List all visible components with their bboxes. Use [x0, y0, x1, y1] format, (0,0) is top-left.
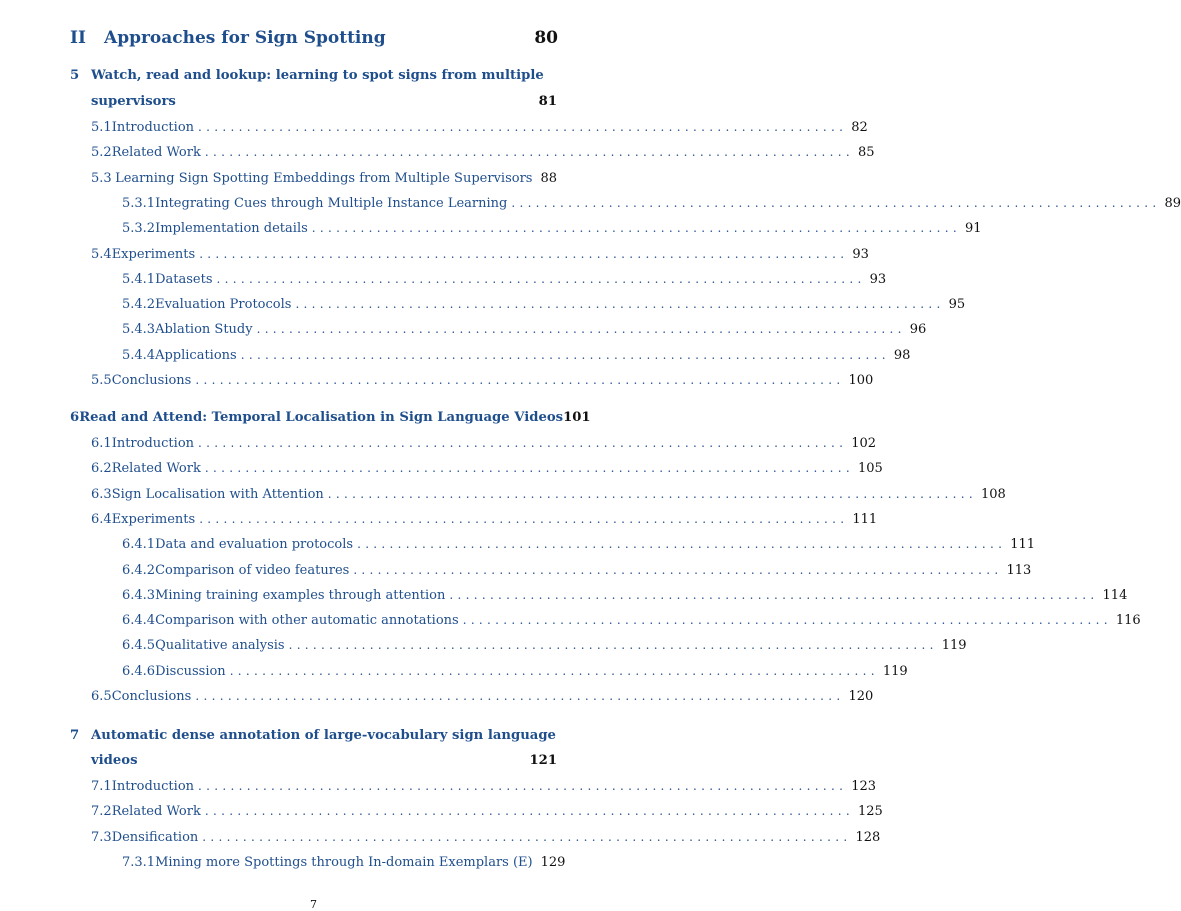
toc-subsection-entry[interactable]: [122, 563, 557, 578]
toc-section-entry[interactable]: [91, 461, 557, 476]
dot-leader: ................................................................................: [241, 348, 890, 362]
entry-title: Mining training examples through attention: [155, 588, 445, 603]
toc-subsection-entry[interactable]: [122, 537, 557, 552]
entry-number: 6.4.3: [122, 588, 155, 603]
toc-section-entry[interactable]: [91, 436, 557, 451]
entry-title: Introduction: [112, 436, 194, 451]
toc-section-entry[interactable]: [91, 120, 557, 135]
entry-number: 5.4.3: [122, 322, 155, 337]
entry-number: 5.3: [91, 171, 115, 186]
toc-section-entry[interactable]: [91, 247, 557, 262]
entry-number: 6.4.4: [122, 613, 155, 628]
entry-number: 6.4.1: [122, 537, 155, 552]
entry-page: 88: [540, 171, 557, 186]
dot-leader: ................................................................................: [463, 613, 1112, 627]
dot-leader: ................................................................................: [357, 537, 1006, 551]
entry-number: 7.1: [91, 779, 112, 794]
chapter-title: Watch, read and lookup: learning to spot signs from multiple: [91, 68, 544, 83]
dot-leader: ................................................................................: [449, 588, 1098, 602]
entry-number: 7.3: [91, 830, 112, 845]
entry-title: Related Work: [112, 145, 201, 160]
dot-leader: ................................................................................: [195, 373, 844, 387]
entry-number: 6.4.5: [122, 638, 155, 653]
toc-section-entry[interactable]: [91, 804, 557, 819]
entry-page: 125: [858, 804, 883, 819]
entry-page: 116: [1116, 613, 1141, 628]
entry-title: Integrating Cues through Multiple Instance Learning: [155, 196, 507, 211]
chapter-page: 101: [563, 410, 591, 425]
entry-title: Introduction: [112, 779, 194, 794]
entry-title: Experiments: [112, 247, 196, 262]
part-heading[interactable]: [70, 28, 558, 48]
entry-page: 119: [883, 664, 908, 679]
toc-section-entry[interactable]: [91, 145, 557, 160]
dot-leader: ................................................................................: [230, 664, 879, 678]
entry-number: 5.1: [91, 120, 112, 135]
dot-leader: ................................................................................: [217, 272, 866, 286]
entry-page: 108: [981, 487, 1006, 502]
dot-leader: ................................................................................: [328, 487, 977, 501]
chapter-number: 5: [70, 68, 91, 83]
dot-leader: ................................................................................: [353, 563, 1002, 577]
dot-leader: ................................................................................: [205, 804, 854, 818]
dot-leader: ................................................................................: [205, 145, 854, 159]
entry-number: 6.1: [91, 436, 112, 451]
part-page: 80: [534, 28, 558, 48]
toc-subsection-entry[interactable]: [122, 348, 557, 363]
entry-page: 91: [965, 221, 982, 236]
entry-page: 93: [870, 272, 887, 287]
entry-page: 102: [851, 436, 876, 451]
toc-subsection-entry[interactable]: [122, 221, 557, 236]
entry-title: Related Work: [112, 804, 201, 819]
entry-page: 128: [855, 830, 880, 845]
entry-page: 96: [910, 322, 927, 337]
toc-subsection-entry[interactable]: [122, 638, 557, 653]
entry-title: Experiments: [112, 512, 196, 527]
entry-number: 5.3.2: [122, 221, 155, 236]
entry-title: Comparison of video features: [155, 563, 349, 578]
entry-number: 5.2: [91, 145, 112, 160]
entry-page: 98: [894, 348, 911, 363]
entry-title: Conclusions: [112, 373, 192, 388]
toc-subsection-entry[interactable]: [122, 613, 557, 628]
chapter-title-line2: videos: [91, 753, 138, 768]
dot-leader: ................................................................................: [289, 638, 938, 652]
toc-section-entry[interactable]: [91, 487, 557, 502]
entry-number: 7.2: [91, 804, 112, 819]
dot-leader: ................................................................................: [199, 512, 848, 526]
dot-leader: ................................................................................: [198, 120, 847, 134]
dot-leader: ................................................................................: [198, 436, 847, 450]
dot-leader: ................................................................................: [202, 830, 851, 844]
dot-leader: ................................................................................: [205, 461, 854, 475]
toc-subsection-entry[interactable]: [122, 297, 557, 312]
entry-number: 6.5: [91, 689, 112, 704]
entry-title: Introduction: [112, 120, 194, 135]
page-footer-number: 7: [0, 898, 627, 911]
entry-title: Data and evaluation protocols: [155, 537, 353, 552]
toc-subsection-entry[interactable]: [122, 664, 557, 679]
entry-title: Conclusions: [112, 689, 192, 704]
entry-page: 119: [942, 638, 967, 653]
entry-page: 111: [1010, 537, 1035, 552]
entry-title: Implementation details: [155, 221, 308, 236]
toc-section-entry[interactable]: [91, 830, 557, 845]
dot-leader: ................................................................................: [257, 322, 906, 336]
chapter-page: 81: [539, 94, 557, 109]
entry-title: Sign Localisation with Attention: [112, 487, 324, 502]
toc-subsection-entry[interactable]: [122, 196, 557, 211]
entry-number: 6.2: [91, 461, 112, 476]
entry-title: Datasets: [155, 272, 212, 287]
entry-title: Applications: [155, 348, 237, 363]
toc-subsection-entry[interactable]: [122, 272, 557, 287]
dot-leader: ................................................................................: [511, 196, 1160, 210]
entry-number: 6.4.6: [122, 664, 155, 679]
entry-page: 123: [851, 779, 876, 794]
chapter-number: 6: [70, 410, 79, 425]
chapter-page: 121: [529, 753, 557, 768]
entry-title: Evaluation Protocols: [155, 297, 291, 312]
entry-number: 5.4.4: [122, 348, 155, 363]
dot-leader: ................................................................................: [198, 779, 847, 793]
entry-title: Comparison with other automatic annotations: [155, 613, 459, 628]
chapter-heading-continued[interactable]: [91, 753, 557, 768]
entry-page: 105: [858, 461, 883, 476]
toc-subsection-entry[interactable]: [122, 322, 557, 337]
chapter-heading-continued[interactable]: [91, 94, 557, 109]
chapter-title: Automatic dense annotation of large-vocabulary sign language: [91, 728, 556, 743]
entry-page: 113: [1006, 563, 1031, 578]
entry-title: Discussion: [155, 664, 226, 679]
entry-number: 5.5: [91, 373, 112, 388]
dot-leader: ................................................................................: [295, 297, 944, 311]
entry-page: 85: [858, 145, 875, 160]
entry-page: 120: [849, 689, 874, 704]
part-number: II: [70, 28, 104, 48]
entry-page: 100: [849, 373, 874, 388]
entry-title: Ablation Study: [155, 322, 253, 337]
entry-number: 7.3.1: [122, 855, 155, 870]
entry-number: 6.3: [91, 487, 112, 502]
entry-number: 5.4.2: [122, 297, 155, 312]
chapter-heading[interactable]: [70, 410, 557, 425]
entry-title: Densification: [112, 830, 199, 845]
toc-section-entry[interactable]: [91, 779, 557, 794]
entry-number: 6.4.2: [122, 563, 155, 578]
entry-page: 111: [852, 512, 877, 527]
entry-page: 129: [541, 855, 566, 870]
entry-page: 89: [1165, 196, 1181, 211]
dot-leader: ................................................................................: [195, 689, 844, 703]
part-title: Approaches for Sign Spotting: [104, 28, 386, 48]
entry-number: 5.4.1: [122, 272, 155, 287]
entry-title: Qualitative analysis: [155, 638, 285, 653]
entry-number: 5.4: [91, 247, 112, 262]
entry-page: 93: [852, 247, 869, 262]
dot-leader: ................................................................................: [199, 247, 848, 261]
chapter-title-line2: supervisors: [91, 94, 176, 109]
chapter-title: Read and Attend: Temporal Localisation in Sign Language Videos: [79, 410, 563, 425]
entry-page: 114: [1103, 588, 1128, 603]
entry-title: Related Work: [112, 461, 201, 476]
entry-title: Mining more Spottings through In-domain Exemplars (E): [155, 855, 533, 870]
toc-section-entry[interactable]: [91, 171, 557, 186]
toc-section-entry[interactable]: [91, 689, 557, 704]
chapter-heading[interactable]: [70, 68, 557, 83]
entry-page: 95: [949, 297, 966, 312]
entry-number: 6.4: [91, 512, 112, 527]
entry-title: Learning Sign Spotting Embeddings from Multiple Supervisors: [115, 171, 532, 186]
chapter-heading[interactable]: [70, 728, 557, 743]
entry-number: 5.3.1: [122, 196, 155, 211]
toc-section-entry[interactable]: [91, 512, 557, 527]
entry-page: 82: [851, 120, 868, 135]
toc-section-entry[interactable]: [91, 373, 557, 388]
dot-leader: ................................................................................: [312, 221, 961, 235]
toc-subsection-entry[interactable]: [122, 588, 557, 603]
toc-subsection-entry[interactable]: [122, 855, 557, 870]
chapter-number: 7: [70, 728, 91, 743]
